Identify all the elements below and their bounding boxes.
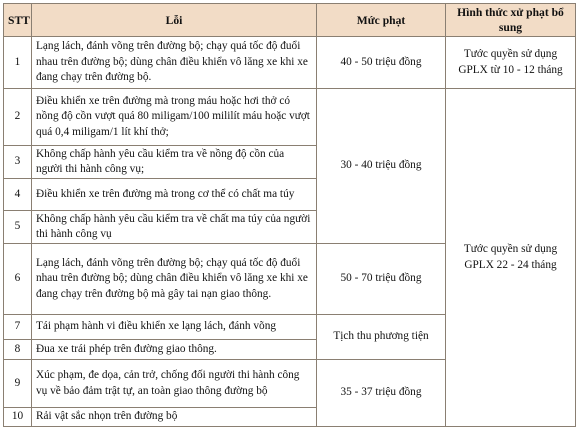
- row-number: 5: [4, 211, 32, 244]
- fine-cell: 35 - 37 triệu đồng: [317, 360, 446, 427]
- row-error: Điều khiển xe trên đường mà trong máu hoặc hơi thở có nồng độ cồn vượt quá 80 miligam/100 mililít máu hoặc vượt quá 0,4 miligam/1 lít khí thở;: [32, 89, 317, 146]
- row-error: Lạng lách, đánh võng trên đường bộ; chạy quá tốc độ đuổi nhau trên đường bộ; dùng chân điều khiển vô lăng xe khi xe đang chạy trên đường bộ.: [32, 37, 317, 89]
- row-number: 8: [4, 340, 32, 360]
- fines-table: [3, 3, 576, 427]
- row-error: Đua xe trái phép trên đường giao thông.: [32, 340, 317, 360]
- row-error: Xúc phạm, đe dọa, cản trở, chống đối người thi hành công vụ về bảo đảm trật tự, an toàn giao thông đường bộ: [32, 360, 317, 408]
- row-number: 3: [4, 146, 32, 179]
- row-error: Không chấp hành yêu cầu kiểm tra về chất ma túy của người thi hành công vụ: [32, 211, 317, 244]
- fine-cell: 40 - 50 triệu đồng: [317, 37, 446, 89]
- row-number: 1: [4, 37, 32, 89]
- header-stt: STT: [4, 4, 32, 37]
- row-number: 4: [4, 179, 32, 211]
- table-row: [4, 89, 576, 146]
- header-error: Lỗi: [32, 4, 317, 37]
- header-additional: Hình thức xử phạt bổ sung: [446, 4, 576, 37]
- row-error: Điều khiển xe trên đường mà trong cơ thể có chất ma túy: [32, 179, 317, 211]
- row-number: 6: [4, 244, 32, 315]
- fine-cell: Tịch thu phương tiện: [317, 315, 446, 360]
- header-fine: Mức phạt: [317, 4, 446, 37]
- row-error: Không chấp hành yêu cầu kiểm tra về nồng độ cồn của người thi hành công vụ;: [32, 146, 317, 179]
- additional-cell: Tước quyền sử dụng GPLX từ 10 - 12 tháng: [446, 37, 576, 89]
- row-error: Rải vật sắc nhọn trên đường bộ: [32, 408, 317, 427]
- row-number: 10: [4, 408, 32, 427]
- row-number: 2: [4, 89, 32, 146]
- row-number: 9: [4, 360, 32, 408]
- additional-cell: Tước quyền sử dụng GPLX 22 - 24 tháng: [446, 89, 576, 427]
- fine-cell: 50 - 70 triệu đồng: [317, 244, 446, 315]
- header-row: [4, 4, 576, 37]
- row-error: Tái phạm hành vi điều khiển xe lạng lách, đánh võng: [32, 315, 317, 340]
- fine-cell: 30 - 40 triệu đồng: [317, 89, 446, 244]
- table-row: [4, 37, 576, 89]
- row-number: 7: [4, 315, 32, 340]
- row-error: Lạng lách, đánh võng trên đường bộ; chạy quá tốc độ đuổi nhau trên đường bộ; dùng chân điều khiển vô lăng xe khi xe đang chạy trên đường bộ mà gây tai nạn giao thông.: [32, 244, 317, 315]
